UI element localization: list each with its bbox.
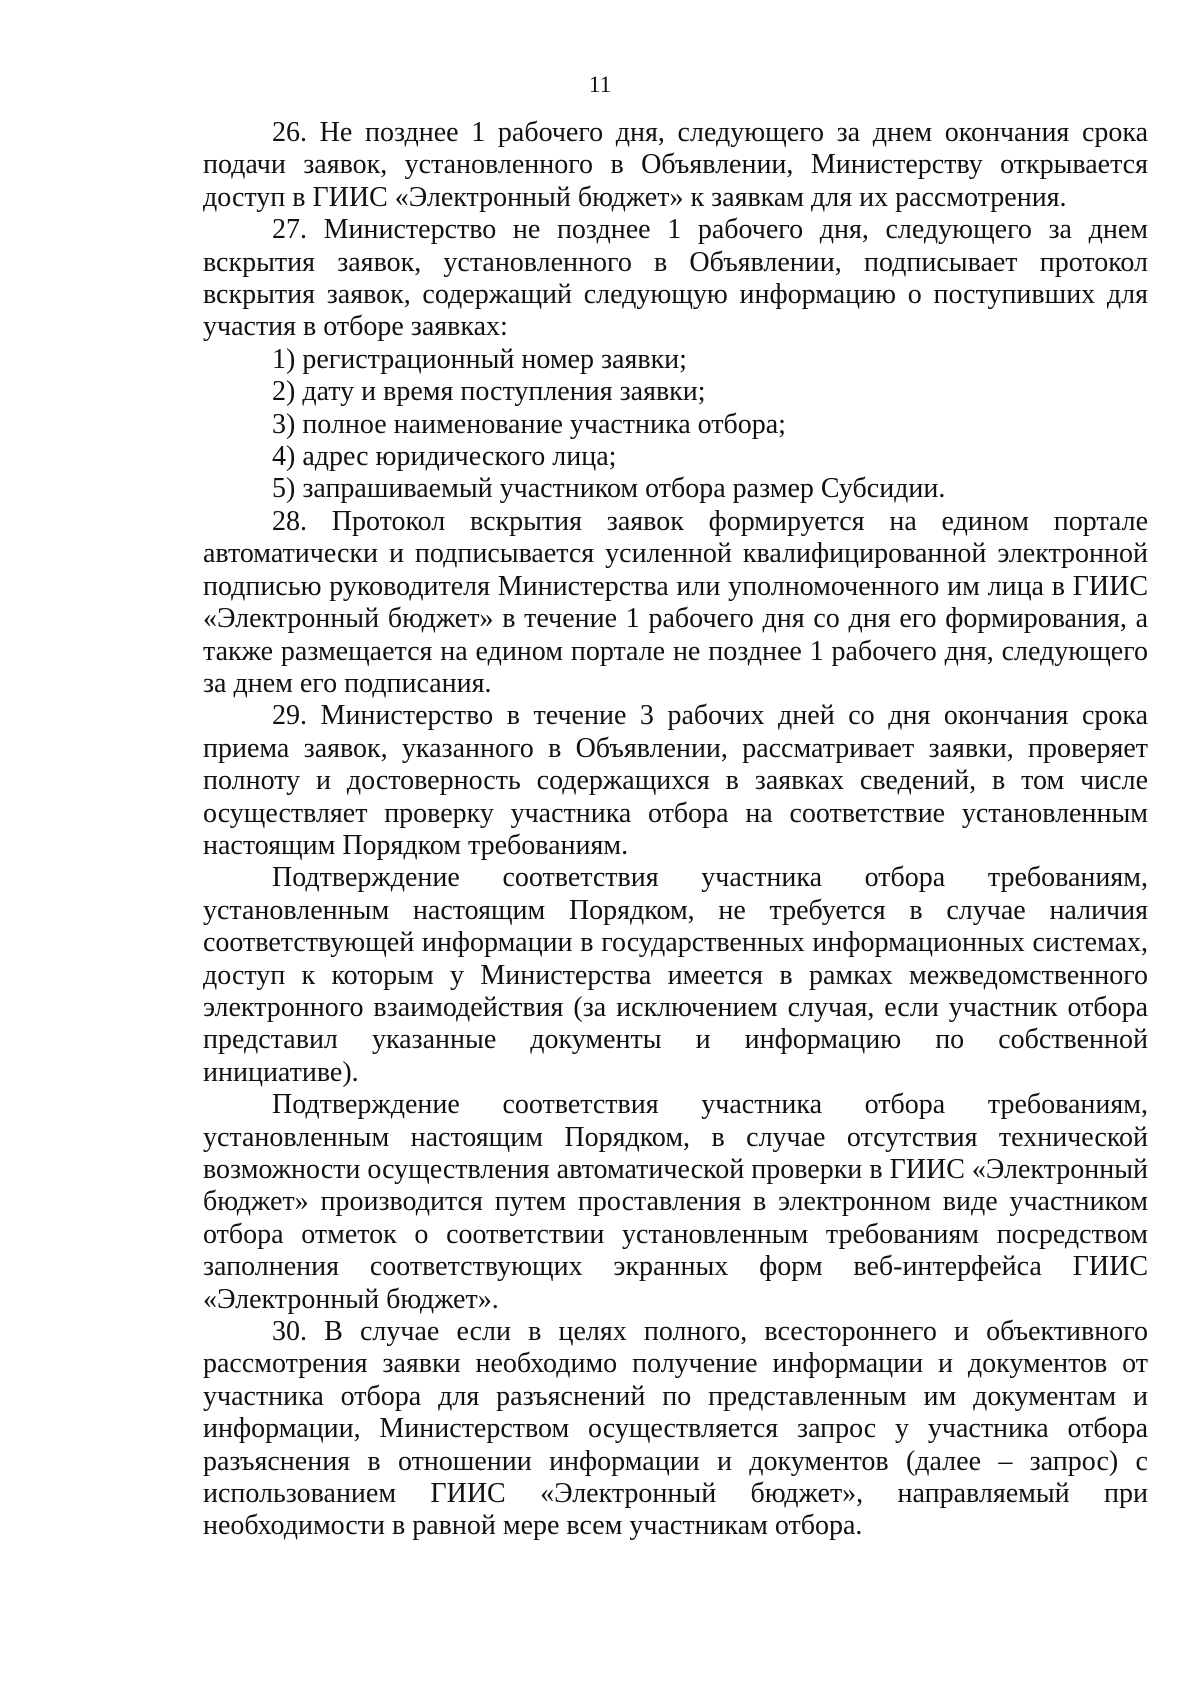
list-item-subsidy-amount: 5) запрашиваемый участником отбора размер Субсидии. [272, 473, 946, 505]
list-item-legal-address: 4) адрес юридического лица; [272, 441, 617, 473]
paragraph-29-confirmation-not-required: Подтверждение соответствия участника отбора требованиям, установленным настоящим Порядком, не требуется в случае наличия соответствующей информации в государственных информационных системах, доступ к которым у Министерства имеется в рамках межведомственного электронного взаимодействия (за исключением случая, если участник отбора представил указанные документы и информацию по собственной инициативе). [203, 862, 1148, 1088]
list-item-participant-name: 3) полное наименование участника отбора; [272, 408, 786, 440]
list-item-receipt-date-time: 2) дату и время поступления заявки; [272, 376, 706, 408]
paragraph-27: 27. Министерство не позднее 1 рабочего дня, следующего за днем вскрытия заявок, установленного в Объявлении, подписывает протокол вскрытия заявок, содержащий следующую информацию о поступивших для участия в отборе заявках: [203, 214, 1148, 343]
paragraph-29-confirmation-manual: Подтверждение соответствия участника отбора требованиям, установленным настоящим Порядком, в случае отсутствия технической возможности осуществления автоматической проверки в ГИИС «Электронный бюджет» производится путем проставления в электронном виде участником отбора отметок о соответствии установленным требованиям посредством заполнения соответствующих экранных форм веб-интерфейса ГИИС «Электронный бюджет». [203, 1089, 1148, 1315]
page-number: 11 [588, 72, 612, 97]
list-item-registration-number: 1) регистрационный номер заявки; [272, 343, 687, 375]
paragraph-26: 26. Не позднее 1 рабочего дня, следующего за днем окончания срока подачи заявок, установленного в Объявлении, Министерству открывается доступ в ГИИС «Электронный бюджет» к заявкам для их рассмотрения. [203, 117, 1148, 213]
paragraph-28: 28. Протокол вскрытия заявок формируется на едином портале автоматически и подписывается усиленной квалифицированной электронной подписью руководителя Министерства или уполномоченного им лица в ГИИС «Электронный бюджет» в течение 1 рабочего дня со дня его формирования, а также размещается на едином портале не позднее 1 рабочего дня, следующего за днем его подписания. [203, 505, 1148, 699]
paragraph-30: 30. В случае если в целях полного, всестороннего и объективного рассмотрения заявки необходимо получение информации и документов от участника отбора для разъяснений по представленным им документам и информации, Министерством осуществляется запрос у участника отбора разъяснения в отношении информации и документов (далее – запрос) с использованием ГИИС «Электронный бюджет», направляемый при необходимости в равной мере всем участникам отбора. [203, 1316, 1148, 1542]
paragraph-29: 29. Министерство в течение 3 рабочих дней со дня окончания срока приема заявок, указанного в Объявлении, рассматривает заявки, проверяет полноту и достоверность содержащихся в заявках сведений, в том числе осуществляет проверку участника отбора на соответствие установленным настоящим Порядком требованиям. [203, 700, 1148, 861]
document-body [203, 117, 1148, 1543]
